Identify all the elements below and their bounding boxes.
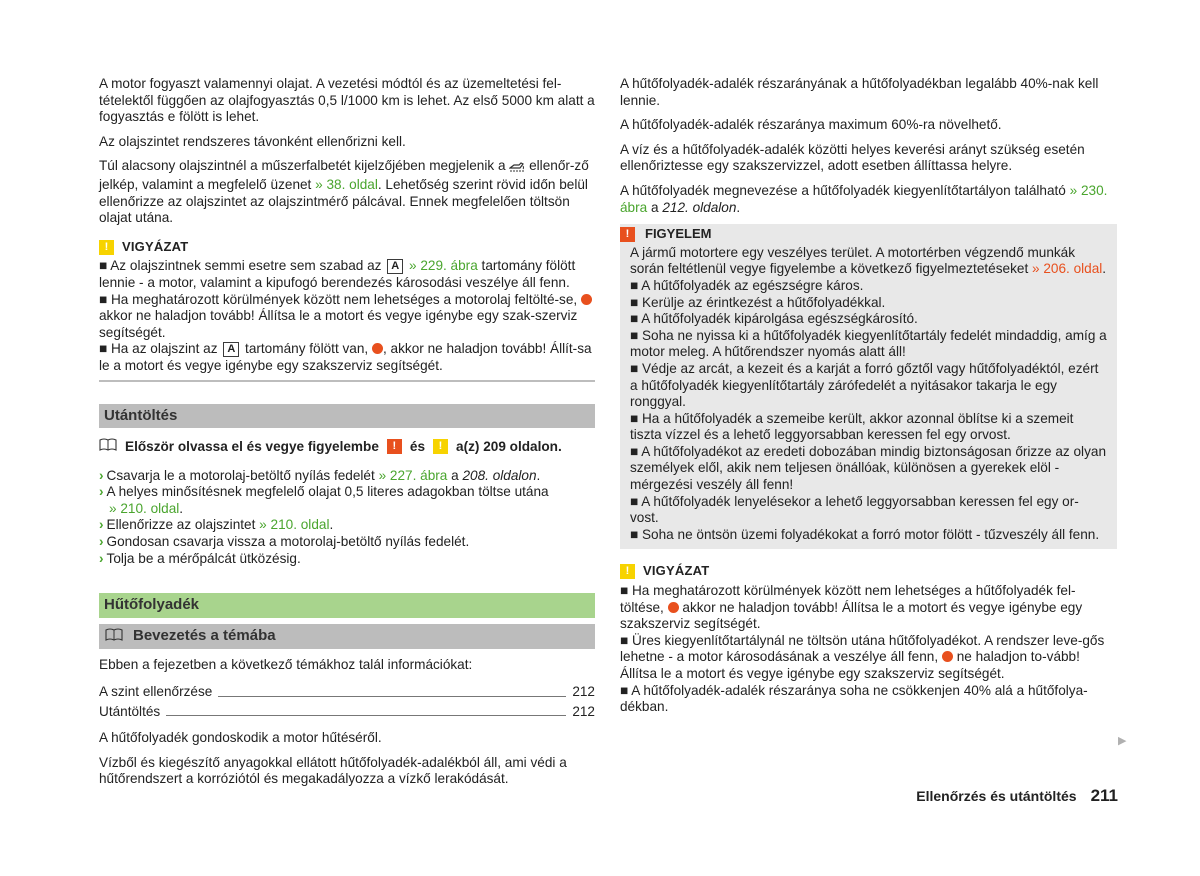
oil-warning-icon <box>509 160 525 177</box>
warning-item: ■ A hűtőfolyadék-adalék részaránya soha ne csökkenjen 40% alá a hűtőfolya-dékban. <box>620 682 1088 715</box>
page-footer <box>916 788 1118 805</box>
left-column <box>99 76 595 796</box>
warning-triangle-icon: ! <box>620 564 635 579</box>
danger-item: ■ Soha ne öntsön üzemi folyadékokat a forró motor fölött - tűzveszély áll fenn. <box>630 526 1100 542</box>
text: Először olvassa el és vegye figyelembe <box>125 438 379 454</box>
step-arrow-icon: › <box>99 517 104 533</box>
section-heading-coolant: Hűtőfolyadék <box>99 593 595 618</box>
step-item: › Gondosan csavarja vissza a motorolaj-betöltő nyílás fedelét. <box>99 534 470 550</box>
warning-item <box>99 341 595 374</box>
paragraph: Vízből és kiegészítő anyagokkal ellátott hűtőfolyadék-adalékból áll, ami védi a hűtőrendszert a korróziótól és megakadályozza a vízkő lerakódását. <box>99 754 567 787</box>
danger-title: FIGYELEM <box>645 226 712 242</box>
warning-item: ■ Ha meghatározott körülmények között nem lehetséges a hűtőfolyadék fel-töltése, akkor ne haladjon tovább! Állítsa le a motort és vegye igénybe egy szakszerviz segítségét. <box>620 583 1083 632</box>
section-title: Bevezetés a témába <box>133 627 276 645</box>
danger-item: ■ Soha ne nyissa ki a hűtőfolyadék kiegyenlítőtartály fedelét mindaddig, amíg a motor meleg. A hűtőrendszer nyomás alatt áll! <box>630 327 1107 360</box>
paragraph: Az olajszintet rendszeres távonként ellenőrizni kell. <box>99 133 406 149</box>
step-item: › Csavarja le a motorolaj-betöltő nyílás fedelét » 227. ábra a 208. oldalon. <box>99 467 541 483</box>
figure-link[interactable]: » 229. ábra <box>408 258 478 274</box>
text: tartomány fölött van, <box>245 341 369 357</box>
text: Túl alacsony olajszintnél a műszerfalbetét kijelzőjében megjelenik a <box>99 158 506 174</box>
section-heading-intro <box>99 624 595 650</box>
danger-item: ■ Védje az arcát, a kezeit és a karját a forró gőztől vagy hűtőfolyadéktól, ezért a hűtőfolyadék kiegyenlítőtartály zárófedelét a nyitásakor takarja le egy ronggyal. <box>630 360 1099 410</box>
paragraph: A motor fogyaszt valamennyi olajat. A vezetési módtól és az üzemeltetési fel-tételektől függően az olajfogyasztás 0,5 l/1000 km is lehet. Az első 5000 km alatt a fogyasztás e fölött is lehet. <box>99 76 595 125</box>
text: ■ Ha meghatározott körülmények között nem lehetséges a motorolaj feltölté-se, <box>99 291 578 307</box>
danger-item: ■ A hűtőfolyadék az egészségre káros. <box>630 277 864 293</box>
page-link[interactable]: » 206. oldal <box>1032 261 1103 277</box>
toc-list <box>99 684 595 720</box>
danger-item: ■ A hűtőfolyadékot az eredeti dobozában mindig biztonságosan őrizze az olyan személyek elől, akik nem teljesen önállóak, különösen a gyerekek elöl - mérgezési veszély áll fenn! <box>630 443 1106 493</box>
toc-entry[interactable]: Utántöltés 212 <box>99 703 595 719</box>
text: ■ Az olajszintnek semmi esetre sem szabad az <box>99 258 382 274</box>
section-heading-refill: Utántöltés <box>99 404 595 429</box>
paragraph: A hűtőfolyadék-adalék részaránya maximum 60%-ra növelhető. <box>620 117 1002 133</box>
text: ■ Ha az olajszint az <box>99 341 218 357</box>
warning-item: ■ Üres kiegyenlítőtartálynál ne töltsön utána hűtőfolyadékot. A rendszer leve-gős lehetne - a motor károsodásának a veszélye áll fenn, ne haladjon to-vább! Állítsa le a motort és vegye igénybe egy szakszerviz segítségét. <box>620 632 1105 681</box>
danger-notice <box>620 224 1117 549</box>
danger-body <box>620 245 1107 544</box>
step-arrow-icon: › <box>99 484 104 500</box>
text: akkor ne haladjon tovább! Állítsa le a motort és vegye igénybe egy szak-szerviz segítségét. <box>99 308 578 340</box>
stop-icon <box>668 602 679 613</box>
text: , akkor ne haladjon tovább! Állít-sa le a motort és vegye igénybe egy szakszerviz segítségét. <box>99 341 592 373</box>
warning-heading <box>99 239 595 256</box>
danger-intro: A jármű motortere egy veszélyes terület. A motortérben végzendő munkák során feltétlenül vegye figyelembe a következő figyelmeztetéseket » 206. oldal. <box>630 244 1107 277</box>
danger-heading <box>620 224 1107 245</box>
figure-link[interactable]: » 227. ábra <box>378 467 448 483</box>
step-arrow-icon: › <box>99 467 104 483</box>
read-first-note <box>99 438 595 456</box>
book-icon <box>105 628 123 646</box>
danger-item: ■ A hűtőfolyadék lenyelésekor a lehető leggyorsabban keressen fel egy or-vost. <box>630 493 1079 526</box>
warning-title: VIGYÁZAT <box>122 238 189 254</box>
warning-heading <box>620 563 1117 580</box>
right-column <box>620 76 1117 716</box>
stop-icon <box>372 343 383 354</box>
danger-item: ■ Ha a hűtőfolyadék a szemeibe került, akkor azonnal öblítse ki a szemeit tiszta vízzel és a lehető leggyorsabban keressen fel egy orvost. <box>630 410 1074 443</box>
page-link[interactable]: » 210. oldal <box>109 500 180 516</box>
text: ellenőr-ző jelkép, valamint a megfelelő üzenet <box>99 158 589 192</box>
text: és <box>409 438 426 454</box>
text: . Lehetőség szerint rövid időn belül ellenőrizze az olajszintet az olajszintmérő pálcával. Ennek megfelelően töltsön olajat utána. <box>99 176 588 226</box>
warning-triangle-icon: ! <box>99 240 114 255</box>
stop-icon <box>581 294 592 305</box>
caution-icon: ! <box>433 439 448 454</box>
step-item: › A helyes minősítésnek megfelelő olajat 0,5 literes adagokban töltse utána » 210. oldal. <box>99 484 549 516</box>
text: tartomány fölött lennie - a motor, valamint a kipufogó berendezés károsodási veszélye áll fenn. <box>99 258 576 290</box>
paragraph: A hűtőfolyadék-adalék részarányának a hűtőfolyadékban legalább 40%-nak kell lennie. <box>620 76 1099 108</box>
step-arrow-icon: › <box>99 534 104 550</box>
danger-item: ■ A hűtőfolyadék kipárolgása egészségkárosító. <box>630 311 918 327</box>
next-page-icon: ▶ <box>1118 735 1127 747</box>
chapter-title: Ellenőrzés és utántöltés <box>916 788 1077 804</box>
paragraph <box>99 158 595 226</box>
step-item: › Tolja be a mérőpálcát ütközésig. <box>99 550 301 566</box>
area-label-box: A <box>223 342 239 357</box>
step-arrow-icon: › <box>99 550 104 566</box>
page-link[interactable]: » 210. oldal <box>259 517 330 533</box>
figure-link[interactable]: » 230. ábra <box>620 182 1108 215</box>
text: a(z) 209 oldalon. <box>456 438 562 454</box>
page-number: 211 <box>1090 786 1118 805</box>
warning-icon: ! <box>387 439 402 454</box>
warning-item <box>99 258 595 291</box>
paragraph: A víz és a hűtőfolyadék-adalék közötti helyes keverési arányt szükség esetén ellenőriztesse egy szakszervizzel, adott esetben állíttassa helyre. <box>620 141 1085 174</box>
paragraph: A hűtőfolyadék gondoskodik a motor hűtéséről. <box>99 730 382 746</box>
toc-entry[interactable]: A szint ellenőrzése 212 <box>99 684 595 700</box>
paragraph: A hűtőfolyadék megnevezése a hűtőfolyadék kiegyenlítőtartályon található » 230. ábra a 212. oldalon. <box>620 182 1108 215</box>
warning-item <box>99 292 595 342</box>
warning-body <box>620 583 1117 716</box>
step-list <box>99 468 595 568</box>
danger-icon: ! <box>620 227 635 242</box>
step-item: › Ellenőrizze az olajszintet » 210. oldal. <box>99 517 334 533</box>
warning-title: VIGYÁZAT <box>643 563 710 579</box>
stop-icon <box>942 651 953 662</box>
paragraph: Ebben a fejezetben a következő témákhoz talál információkat: <box>99 657 473 673</box>
area-label-box: A <box>387 259 403 274</box>
book-icon <box>99 438 117 456</box>
warning-body <box>99 258 595 381</box>
danger-item: ■ Kerülje az érintkezést a hűtőfolyadékkal. <box>630 294 886 310</box>
page-link[interactable]: » 38. oldal <box>315 176 378 192</box>
